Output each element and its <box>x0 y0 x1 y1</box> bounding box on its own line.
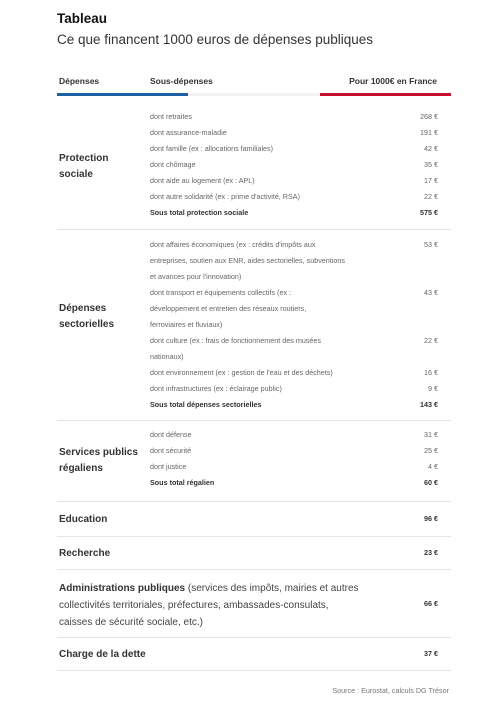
table-row: dont affaires économiques (ex : crédits d'impôts aux 53 € entreprises, soutien aux ENR, aides sectorielles, subventions et avances pour l'innovation) <box>150 240 438 281</box>
tricolor-rule <box>57 93 451 96</box>
row-administrations-publiques: Administrations publiques (services des impôts, mairies et autres collectivités territoriales, préfectures, ambassades-consulats, caisses de sécurité sociale, etc.) 66 € <box>57 570 451 638</box>
row-education: Education 96 € <box>57 502 451 537</box>
table-row: dont justice 4 € <box>150 462 438 471</box>
row-charge-dette: Charge de la dette 37 € <box>57 638 451 671</box>
table-row: dont environnement (ex : gestion de l'eau et des déchets) 16 € <box>150 368 438 377</box>
source-note: Source : Eurostat, calculs DG Trésor <box>332 686 449 695</box>
table-row: dont défense 31 € <box>150 430 438 439</box>
section-title: Protection sociale <box>59 153 109 180</box>
row-recherche: Recherche 23 € <box>57 537 451 570</box>
document <box>57 10 451 671</box>
section-services-regaliens <box>57 421 451 502</box>
header-sous-depenses: Sous-dépenses <box>150 76 213 86</box>
table-row: dont famille (ex : allocations familiales) 42 € <box>150 144 438 153</box>
subtotal-row: Sous total protection sociale 575 € <box>150 208 438 217</box>
subtotal-row: Sous total dépenses sectorielles 143 € <box>150 400 438 409</box>
section-depenses-sectorielles <box>57 230 451 421</box>
subtotal-row: Sous total régalien 60 € <box>150 478 438 487</box>
table-row: dont chômage 35 € <box>150 160 438 169</box>
table-header <box>57 72 451 92</box>
table-row: dont culture (ex : frais de fonctionnement des musées 22 € nationaux) <box>150 336 438 361</box>
table-row: dont assurance-maladie 191 € <box>150 128 438 137</box>
header-depenses: Dépenses <box>59 76 100 86</box>
section-protection-sociale <box>57 101 451 230</box>
row-list <box>150 101 451 221</box>
section-title: Dépenses sectorielles <box>59 303 115 330</box>
table-row: dont aide au logement (ex : APL) 17 € <box>150 176 438 185</box>
table-row: dont transport et équipements collectifs (ex : 43 € développement et entretien des réseaux routiers, ferroviaires et fluviaux) <box>150 288 438 329</box>
section-title: Services publics régaliens <box>59 447 138 474</box>
header-pour-1000: Pour 1000€ en France <box>349 76 437 86</box>
table-row: dont infrastructures (ex : éclairage public) 9 € <box>150 384 438 393</box>
rule-white <box>188 93 319 96</box>
page-subtitle: Ce que financent 1000 euros de dépenses publiques <box>57 32 373 47</box>
rule-red <box>320 93 451 96</box>
row-list <box>150 230 451 413</box>
table-row: dont retraites 268 € <box>150 112 438 121</box>
table-row: dont autre solidarité (ex : prime d'activité, RSA) 22 € <box>150 192 438 201</box>
row-list <box>150 421 451 491</box>
rule-blue <box>57 93 188 96</box>
page-title: Tableau <box>57 11 108 26</box>
table-row: dont sécurité 25 € <box>150 446 438 455</box>
